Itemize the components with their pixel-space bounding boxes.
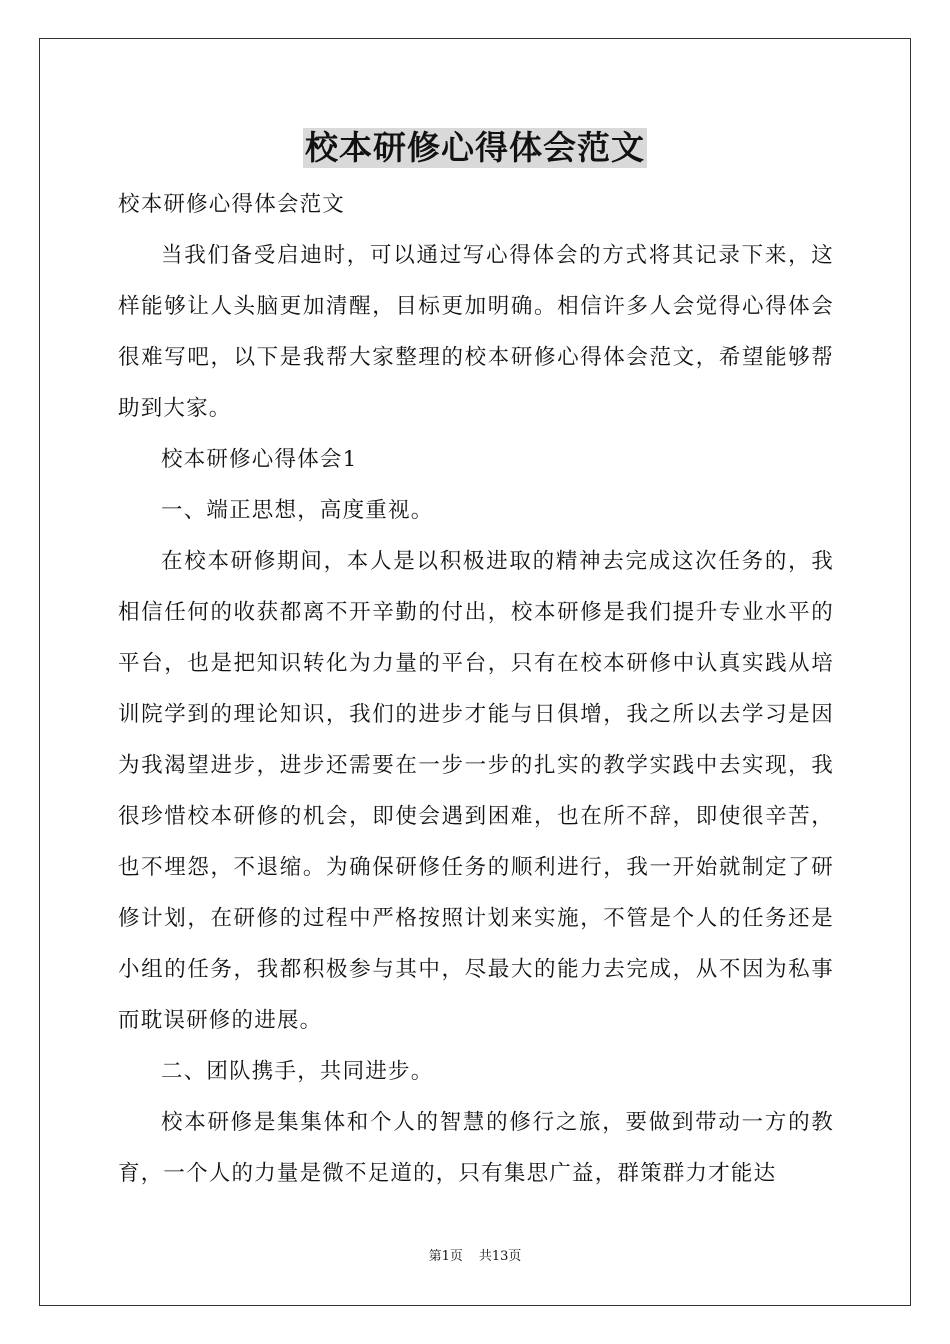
document-title xyxy=(0,128,950,168)
document-body xyxy=(118,179,834,1199)
document-subtitle: 校本研修心得体会范文 xyxy=(118,192,346,217)
intro-paragraph: 当我们备受启迪时，可以通过写心得体会的方式将其记录下来，这样能够让人头脑更加清醒，目标更加明确。相信许多人会觉得心得体会很难写吧，以下是我帮大家整理的校本研修心得体会范文，希望能够帮助到大家。 xyxy=(118,243,834,421)
page-number: 第1页 xyxy=(428,1249,463,1264)
body-paragraph: 校本研修是集集体和个人的智慧的修行之旅，要做到带动一方的教育，一个人的力量是微不足道的，只有集思广益，群策群力才能达 xyxy=(118,1110,834,1186)
section-heading: 校本研修心得体会1 xyxy=(161,447,358,472)
document-title-text: 校本研修心得体会范文 xyxy=(305,128,645,167)
page-count: 共13页 xyxy=(478,1249,522,1264)
subsection-heading: 二、团队携手，共同进步。 xyxy=(161,1059,434,1084)
page-footer xyxy=(0,1248,950,1266)
body-paragraph: 在校本研修期间，本人是以积极进取的精神去完成这次任务的，我相信任何的收获都离不开辛勤的付出，校本研修是我们提升专业水平的平台，也是把知识转化为力量的平台，只有在校本研修中认真实践从培训院学到的理论知识，我们的进步才能与日俱增，我之所以去学习是因为我渴望进步，进步还需要在一步一步的扎实的教学实践中去实现，我很珍惜校本研修的机会，即使会遇到困难，也在所不辞，即使很辛苦，也不埋怨，不退缩。为确保研修任务的顺利进行，我一开始就制定了研修计划，在研修的过程中严格按照计划来实施，不管是个人的任务还是小组的任务，我都积极参与其中，尽最大的能力去完成，从不因为私事而耽误研修的进展。 xyxy=(118,549,834,1033)
subsection-heading: 一、端正思想，高度重视。 xyxy=(161,498,434,523)
